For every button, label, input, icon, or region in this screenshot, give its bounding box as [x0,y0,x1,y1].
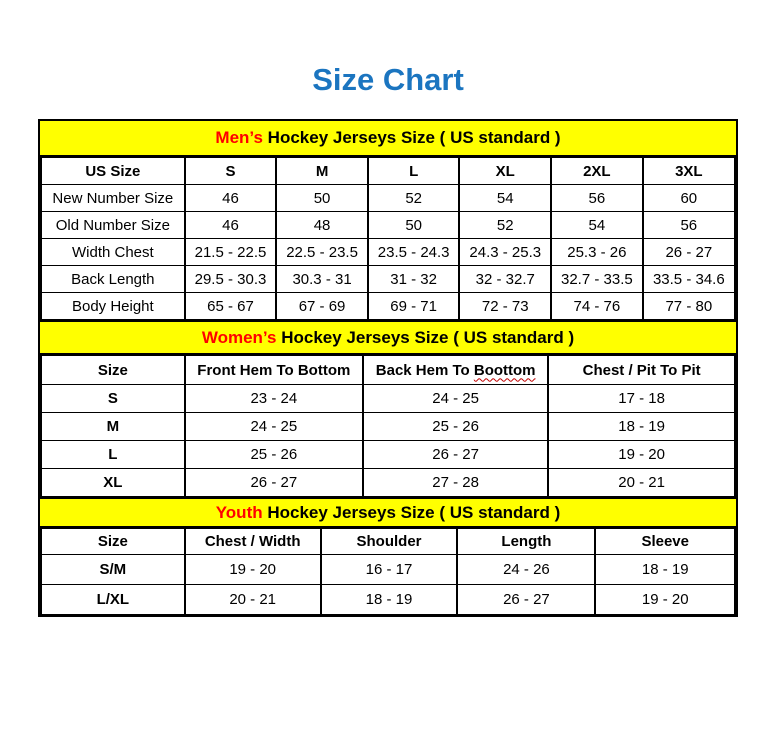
size-value-cell: 25 - 26 [363,413,548,441]
size-value-cell: 23 - 24 [185,385,363,413]
size-value-cell: 24 - 26 [457,555,595,585]
column-header-cell: Back Hem To Boottom [363,356,548,385]
size-value-cell: 77 - 80 [643,293,735,320]
youth-banner-highlight: Youth [215,502,263,522]
size-value-cell: 18 - 19 [595,555,735,585]
column-header-cell: Length [457,529,595,555]
size-value-cell: 29.5 - 30.3 [185,266,277,293]
size-value-cell: 25 - 26 [185,441,363,469]
size-value-cell: 32 - 32.7 [459,266,551,293]
size-value-cell: 23.5 - 24.3 [368,239,460,266]
size-value-cell: 48 [276,212,368,239]
size-value-cell: 52 [459,212,551,239]
size-value-cell: 19 - 20 [185,555,321,585]
size-value-cell: 54 [459,185,551,212]
size-value-cell: 60 [643,185,735,212]
table-row [41,385,735,413]
womens-section-banner [40,320,736,355]
size-value-cell: 24.3 - 25.3 [459,239,551,266]
youth-size-table [40,528,736,615]
size-value-cell: 56 [551,185,643,212]
size-value-cell: 26 - 27 [363,441,548,469]
youth-banner-text: Hockey Jerseys Size ( US standard ) [262,502,561,522]
size-value-cell: 30.3 - 31 [276,266,368,293]
mens-banner-text: Hockey Jerseys Size ( US standard ) [262,128,561,147]
row-label-cell: Body Height [41,293,185,320]
size-value-cell: 69 - 71 [368,293,460,320]
row-label-cell: M [41,413,185,441]
column-header-cell: Front Hem To Bottom [185,356,363,385]
table-row [41,469,735,497]
size-value-cell: 16 - 17 [321,555,458,585]
womens-banner-text: Hockey Jerseys Size ( US standard ) [276,327,575,347]
row-label-cell: Width Chest [41,239,185,266]
table-row [41,266,735,293]
size-value-cell: 17 - 18 [548,385,735,413]
size-chart-wrapper [38,119,738,617]
youth-section-banner [40,497,736,528]
row-label-cell: L [41,441,185,469]
column-header-cell: Chest / Width [185,529,321,555]
size-value-cell: 31 - 32 [368,266,460,293]
size-value-cell: 72 - 73 [459,293,551,320]
row-label-cell: L/XL [41,585,185,615]
table-row [41,555,735,585]
column-header-cell: Sleeve [595,529,735,555]
table-row [41,413,735,441]
size-value-cell: 20 - 21 [185,585,321,615]
column-header-cell: 2XL [551,158,643,185]
size-value-cell: 32.7 - 33.5 [551,266,643,293]
size-value-cell: 52 [368,185,460,212]
column-header-cell: Chest / Pit To Pit [548,356,735,385]
size-value-cell: 50 [276,185,368,212]
size-value-cell: 67 - 69 [276,293,368,320]
column-header-cell: 3XL [643,158,735,185]
size-value-cell: 27 - 28 [363,469,548,497]
size-value-cell: 24 - 25 [185,413,363,441]
size-value-cell: 19 - 20 [548,441,735,469]
size-value-cell: 22.5 - 23.5 [276,239,368,266]
womens-size-table [40,355,736,497]
row-label-cell: Old Number Size [41,212,185,239]
table-row [41,239,735,266]
column-header-cell: M [276,158,368,185]
mens-section [40,121,736,320]
table-row [41,212,735,239]
size-value-cell: 26 - 27 [185,469,363,497]
size-value-cell: 26 - 27 [643,239,735,266]
table-row [41,293,735,320]
column-header-cell: XL [459,158,551,185]
size-value-cell: 65 - 67 [185,293,277,320]
column-header-cell: Size [41,356,185,385]
size-value-cell: 19 - 20 [595,585,735,615]
row-label-cell: Back Length [41,266,185,293]
size-value-cell: 56 [643,212,735,239]
size-value-cell: 33.5 - 34.6 [643,266,735,293]
misspelled-word: Boottom [473,361,536,379]
youth-section [40,497,736,615]
mens-size-table [40,157,736,320]
table-row [41,441,735,469]
mens-banner-highlight: Men’s [215,128,263,147]
size-value-cell: 25.3 - 26 [551,239,643,266]
size-value-cell: 18 - 19 [321,585,458,615]
table-row [41,185,735,212]
size-value-cell: 20 - 21 [548,469,735,497]
size-value-cell: 18 - 19 [548,413,735,441]
womens-section [40,320,736,497]
size-value-cell: 50 [368,212,460,239]
column-header-cell: L [368,158,460,185]
size-value-cell: 21.5 - 22.5 [185,239,277,266]
womens-banner-highlight: Women’s [201,327,277,347]
column-header-cell: Shoulder [321,529,458,555]
column-header-cell: Size [41,529,185,555]
row-label-cell: S/M [41,555,185,585]
size-value-cell: 26 - 27 [457,585,595,615]
size-value-cell: 46 [185,185,277,212]
column-header-cell: US Size [41,158,185,185]
row-label-cell: XL [41,469,185,497]
size-value-cell: 74 - 76 [551,293,643,320]
row-label-cell: S [41,385,185,413]
size-value-cell: 24 - 25 [363,385,548,413]
size-value-cell: 54 [551,212,643,239]
mens-section-banner [40,121,736,157]
column-header-cell: S [185,158,277,185]
table-row [41,585,735,615]
size-value-cell: 46 [185,212,277,239]
row-label-cell: New Number Size [41,185,185,212]
page-title: Size Chart [312,62,464,97]
